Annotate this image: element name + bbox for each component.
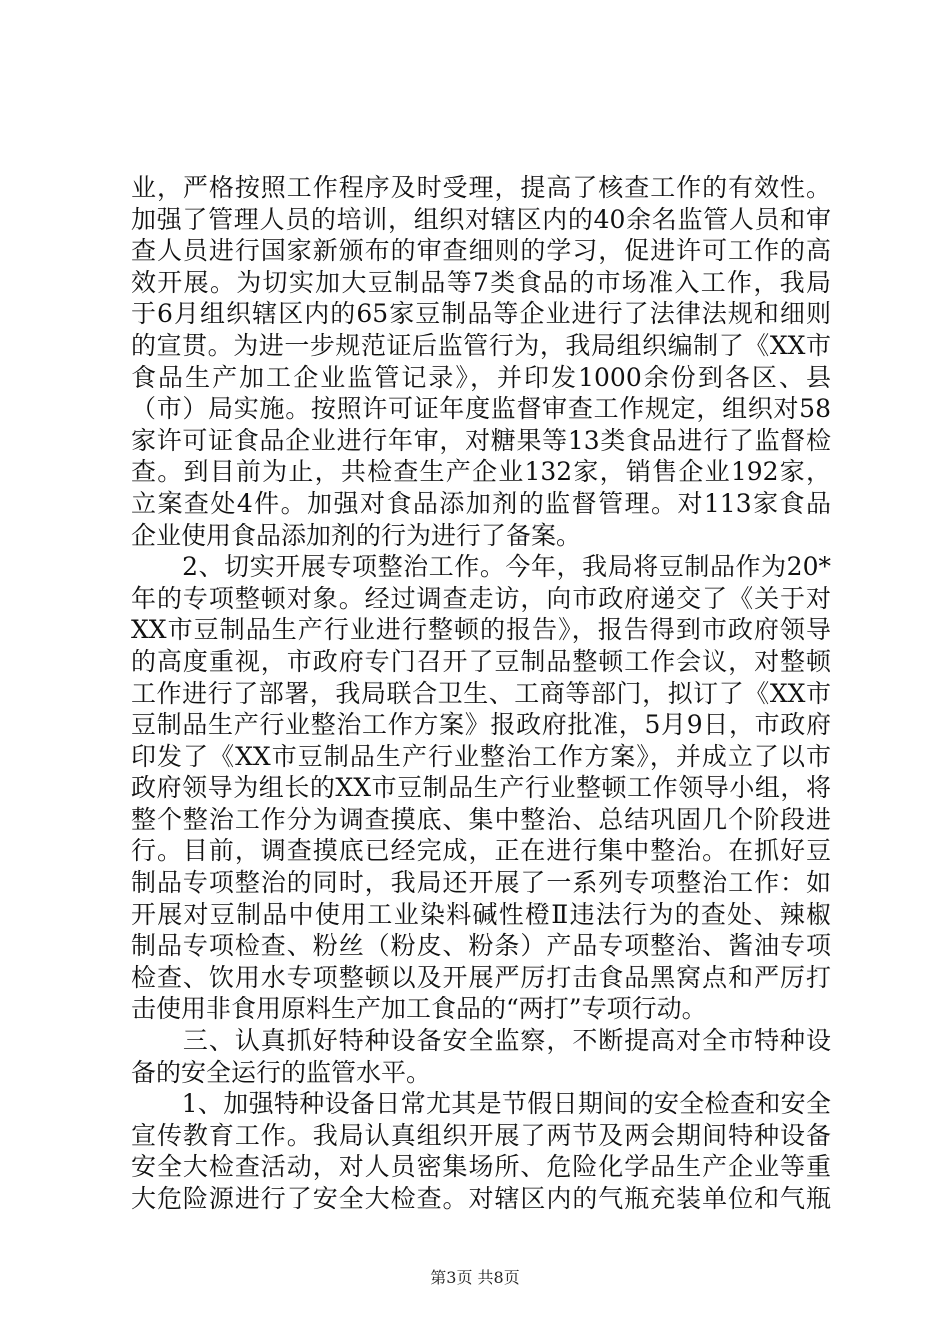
text-line: 制品专项检查、粉丝（粉皮、粉条）产品专项整治、酱油专项 (131, 931, 831, 961)
text-line: 宣传教育工作。我局认真组织开展了两节及两会期间特种设备 (131, 1120, 831, 1150)
text-line: 1、加强特种设备日常尤其是节假日期间的安全检查和安全 (131, 1089, 831, 1119)
text-line: 效开展。为切实加大豆制品等7类食品的市场准入工作，我局 (131, 267, 831, 297)
text-line: 检查、饮用水专项整顿以及开展严厉打击食品黑窝点和严厉打 (131, 962, 831, 992)
text-line: （市）局实施。按照许可证年度监督审查工作规定，组织对58 (131, 394, 831, 424)
text-line: 豆制品生产行业整治工作方案》报政府批准，5月9日，市政府 (131, 710, 831, 740)
text-line: 查。到目前为止，共检查生产企业132家，销售企业192家， (131, 457, 831, 487)
text-line: 企业使用食品添加剂的行为进行了备案。 (131, 520, 582, 550)
text-line: 击使用非食用原料生产加工食品的“两打”专项行动。 (131, 994, 707, 1024)
document-body (131, 172, 831, 1215)
text-line: 开展对豆制品中使用工业染料碱性橙Ⅱ违法行为的查处、辣椒 (131, 899, 831, 929)
text-line: 加强了管理人员的培训，组织对辖区内的40余名监管人员和审 (131, 204, 831, 234)
text-line: 家许可证食品企业进行年审，对糖果等13类食品进行了监督检 (131, 425, 831, 455)
text-line: 制品专项整治的同时，我局还开展了一系列专项整治工作：如 (131, 868, 831, 898)
text-line: 整个整治工作分为调查摸底、集中整治、总结巩固几个阶段进 (131, 804, 831, 834)
text-line: 立案查处4件。加强对食品添加剂的监督管理。对113家食品 (131, 488, 831, 518)
text-line: 食品生产加工企业监管记录》，并印发1000余份到各区、县 (131, 362, 831, 392)
text-line: 查人员进行国家新颁布的审查细则的学习，促进许可工作的高 (131, 236, 831, 266)
text-line: 行。目前，调查摸底已经完成，正在进行集中整治。在抓好豆 (131, 836, 831, 866)
page-number-footer: 第3页 共8页 (430, 1268, 520, 1287)
text-line: 政府领导为组长的XX市豆制品生产行业整顿工作领导小组，将 (131, 773, 831, 803)
text-line: 安全大检查活动，对人员密集场所、危险化学品生产企业等重 (131, 1152, 831, 1182)
text-line: 的高度重视，市政府专门召开了豆制品整顿工作会议，对整顿 (131, 646, 831, 676)
text-line: 大危险源进行了安全大检查。对辖区内的气瓶充装单位和气瓶 (131, 1184, 831, 1213)
text-line: 的宣贯。为进一步规范证后监管行为，我局组织编制了《XX市 (131, 330, 831, 360)
text-line: 2、切实开展专项整治工作。今年，我局将豆制品作为20* (131, 552, 831, 582)
text-line: 业，严格按照工作程序及时受理，提高了核查工作的有效性。 (131, 173, 831, 202)
text-line: 工作进行了部署，我局联合卫生、工商等部门，拟订了《XX市 (131, 678, 831, 708)
text-line: 印发了《XX市豆制品生产行业整治工作方案》，并成立了以市 (131, 741, 831, 771)
text-line: XX市豆制品生产行业进行整顿的报告》，报告得到市政府领导 (131, 615, 831, 645)
text-line: 于6月组织辖区内的65家豆制品等企业进行了法律法规和细则 (131, 299, 831, 329)
text-line: 三、认真抓好特种设备安全监察，不断提高对全市特种设 (131, 1026, 831, 1056)
text-line: 年的专项整顿对象。经过调查走访，向市政府递交了《关于对 (131, 583, 831, 613)
text-line: 备的安全运行的监管水平。 (131, 1057, 432, 1087)
